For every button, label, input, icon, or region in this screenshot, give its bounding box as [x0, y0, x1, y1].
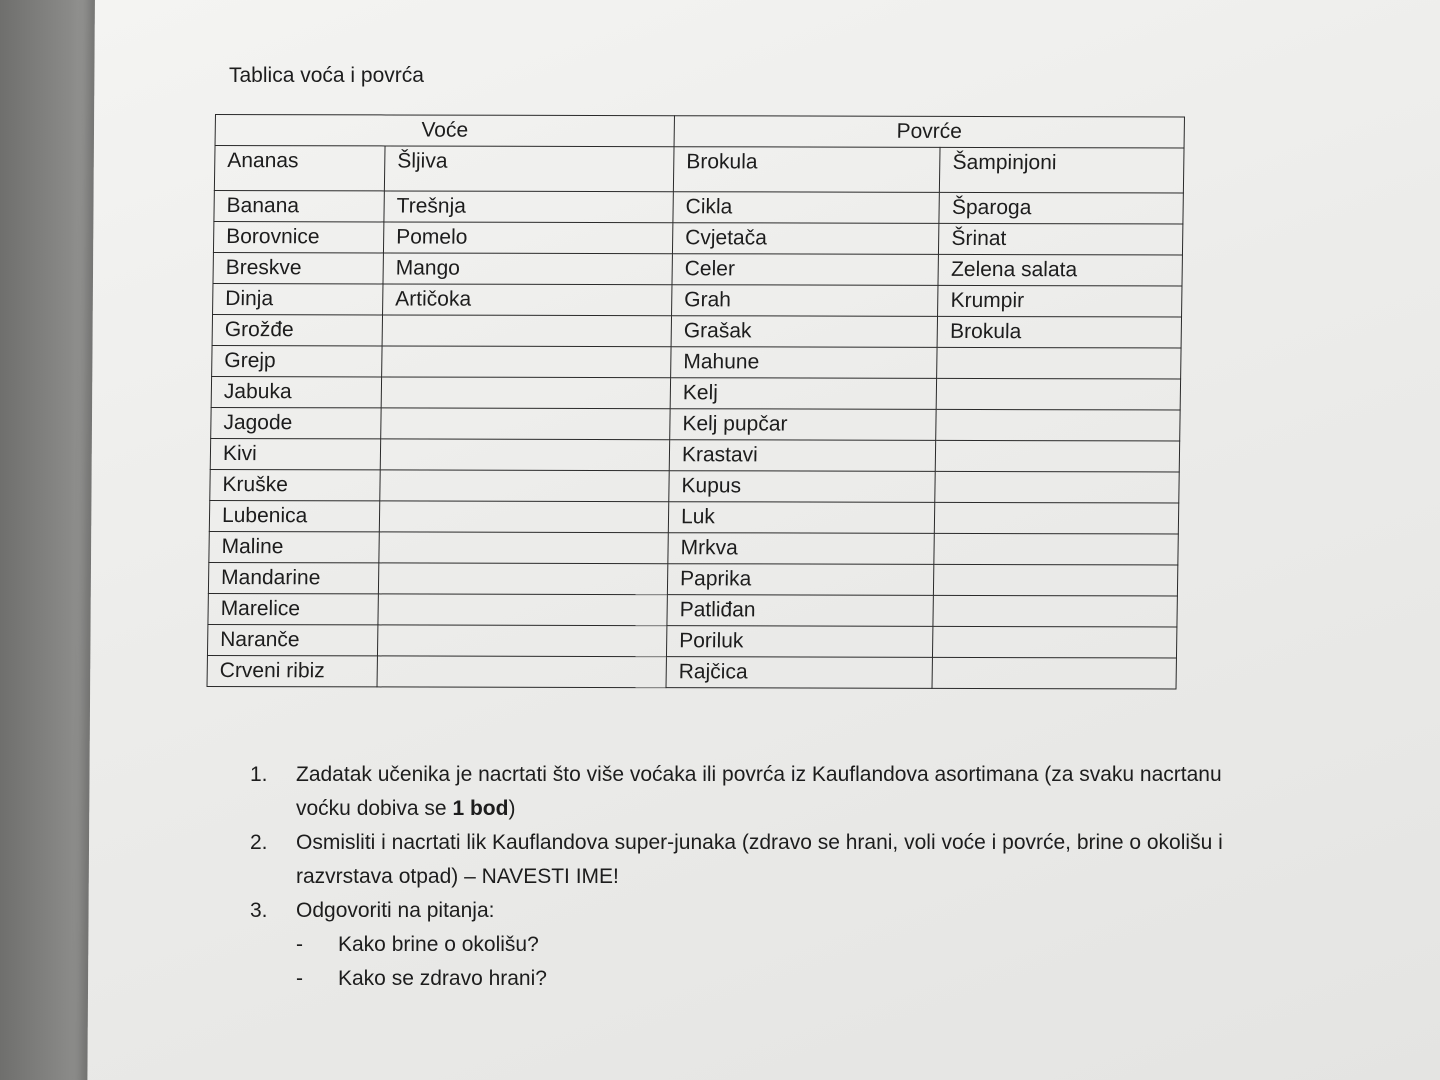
- vegetable-cell: Luk: [668, 502, 935, 534]
- fruit-cell: Marelice: [208, 593, 378, 624]
- vegetable-cell: [937, 347, 1181, 379]
- vegetable-cell: Grašak: [671, 316, 938, 348]
- fruit-cell: Trešnja: [384, 191, 673, 223]
- fruit-cell: Lubenica: [209, 500, 379, 531]
- task-number: 2.: [250, 831, 268, 854]
- task-text-end: ): [508, 797, 516, 820]
- vegetable-cell: Zelena salata: [938, 254, 1182, 286]
- vegetable-cell: Šampinjoni: [940, 147, 1184, 193]
- question-dash: -: [296, 933, 303, 956]
- fruit-cell: Crveni ribiz: [207, 655, 377, 686]
- vegetable-cell: [935, 502, 1179, 534]
- table-row: [214, 146, 1184, 194]
- fruit-cell: Mandarine: [208, 562, 378, 593]
- task-text: Osmisliti i nacrtati lik Kauflandova super-junaka (zdravo se hrani, voli voće i povrće, brine o okolišu i razvrstava otpad) – NAVESTI IME!: [296, 831, 1223, 888]
- vegetable-cell: [936, 409, 1180, 441]
- fruit-cell: Ananas: [214, 146, 385, 191]
- fruit-cell: Jabuka: [211, 376, 381, 407]
- vegetable-cell: [932, 657, 1176, 689]
- vegetable-cell: Krastavi: [669, 440, 936, 472]
- task-text: Odgovoriti na pitanja:: [296, 899, 495, 922]
- vegetable-cell: Brokula: [673, 147, 940, 193]
- vegetable-cell: [934, 564, 1178, 596]
- vegetable-cell: Kelj: [670, 378, 937, 410]
- vegetable-cell: Cvjetača: [672, 223, 939, 255]
- vegetable-cell: Celer: [672, 254, 939, 286]
- vegetable-cell: Šrinat: [939, 223, 1183, 255]
- fruit-cell: [378, 594, 667, 626]
- vegetable-cell: Patliđan: [667, 595, 934, 627]
- fruit-cell: Breskve: [213, 252, 383, 283]
- fruit-cell: Borovnice: [213, 221, 383, 252]
- vegetables-header: Povrće: [674, 116, 1184, 148]
- fruit-cell: [379, 532, 668, 564]
- fruit-cell: [378, 563, 667, 595]
- fruit-cell: Naranče: [207, 624, 377, 655]
- document-title: Tablica voća i povrća: [229, 64, 424, 87]
- task-text: [296, 758, 1260, 826]
- fruit-cell: [380, 470, 669, 502]
- fruit-cell: Kruške: [210, 469, 380, 500]
- table-body: [207, 146, 1184, 690]
- vegetable-cell: Mahune: [671, 347, 938, 379]
- table-row: [208, 593, 1177, 627]
- task-number: 1.: [250, 763, 268, 786]
- table-row: [208, 562, 1177, 596]
- table-row: [209, 500, 1178, 534]
- fruit-header: Voće: [215, 115, 674, 147]
- table-row: [213, 221, 1182, 255]
- table-row: [211, 407, 1180, 441]
- task-number: 3.: [250, 899, 268, 922]
- fruit-cell: [377, 656, 666, 688]
- vegetable-cell: [935, 471, 1179, 503]
- fruit-cell: Dinja: [213, 283, 383, 314]
- table-row: [209, 531, 1178, 565]
- fruit-cell: Pomelo: [383, 222, 672, 254]
- vegetable-cell: Cikla: [673, 192, 940, 224]
- question-text: Kako se zdravo hrani?: [338, 967, 547, 990]
- table-row: [212, 345, 1181, 379]
- table-header-row: [215, 115, 1184, 149]
- fruit-cell: Grožđe: [212, 314, 382, 345]
- vegetable-cell: [936, 378, 1180, 410]
- vegetable-cell: [936, 440, 1180, 472]
- table-row: [211, 376, 1180, 410]
- fruit-cell: Banana: [214, 190, 384, 221]
- fruit-cell: Mango: [383, 253, 672, 285]
- vegetable-cell: Šparoga: [939, 192, 1183, 224]
- table-row: [212, 314, 1181, 348]
- vegetable-cell: [934, 533, 1178, 565]
- question-item-2: [296, 962, 1260, 996]
- produce-table: [206, 114, 1184, 690]
- fruit-cell: Kivi: [210, 438, 380, 469]
- fruit-cell: [381, 377, 670, 409]
- task-item-2: [250, 826, 1260, 894]
- question-item-1: [296, 928, 1260, 962]
- task-list: [250, 758, 1260, 996]
- task-points-bold: 1 bod: [452, 797, 509, 820]
- task-item-1: [250, 758, 1260, 826]
- vegetable-cell: Paprika: [667, 564, 934, 596]
- fruit-cell: [382, 346, 671, 378]
- fruit-cell: [377, 625, 666, 657]
- fruit-cell: [381, 408, 670, 440]
- table-row: [207, 655, 1176, 689]
- vegetable-cell: Brokula: [937, 316, 1181, 348]
- fruit-cell: [380, 439, 669, 471]
- fruit-cell: Maline: [209, 531, 379, 562]
- vegetable-cell: Krumpir: [938, 285, 1182, 317]
- vegetable-cell: Rajčica: [666, 657, 933, 689]
- fruit-cell: [379, 501, 668, 533]
- vegetable-cell: Kelj pupčar: [670, 409, 937, 441]
- table-row: [213, 283, 1182, 317]
- task-text-main: Zadatak učenika je nacrtati što više voćaka ili povrća iz Kauflandova asortimana (za svaku nacrtanu voćku dobiva se: [296, 763, 1222, 820]
- question-dash: -: [296, 967, 303, 990]
- fruit-cell: Artičoka: [383, 284, 672, 316]
- vegetable-cell: [933, 595, 1177, 627]
- fruit-cell: [382, 315, 671, 347]
- vegetable-cell: Kupus: [669, 471, 936, 503]
- vegetable-cell: Mrkva: [668, 533, 935, 565]
- task-item-3: [250, 894, 1260, 928]
- vegetable-cell: Grah: [672, 285, 939, 317]
- table-row: [210, 438, 1179, 472]
- table-row: [207, 624, 1176, 658]
- table-row: [214, 190, 1183, 224]
- fruit-cell: Šljiva: [384, 146, 674, 192]
- vegetable-cell: [933, 626, 1177, 658]
- question-text: Kako brine o okolišu?: [338, 933, 539, 956]
- vegetable-cell: Poriluk: [666, 626, 933, 658]
- desk-background: [0, 0, 100, 1080]
- fruit-cell: Jagode: [211, 407, 381, 438]
- table-row: [213, 252, 1182, 286]
- fruit-cell: Grejp: [212, 345, 382, 376]
- table-row: [210, 469, 1179, 503]
